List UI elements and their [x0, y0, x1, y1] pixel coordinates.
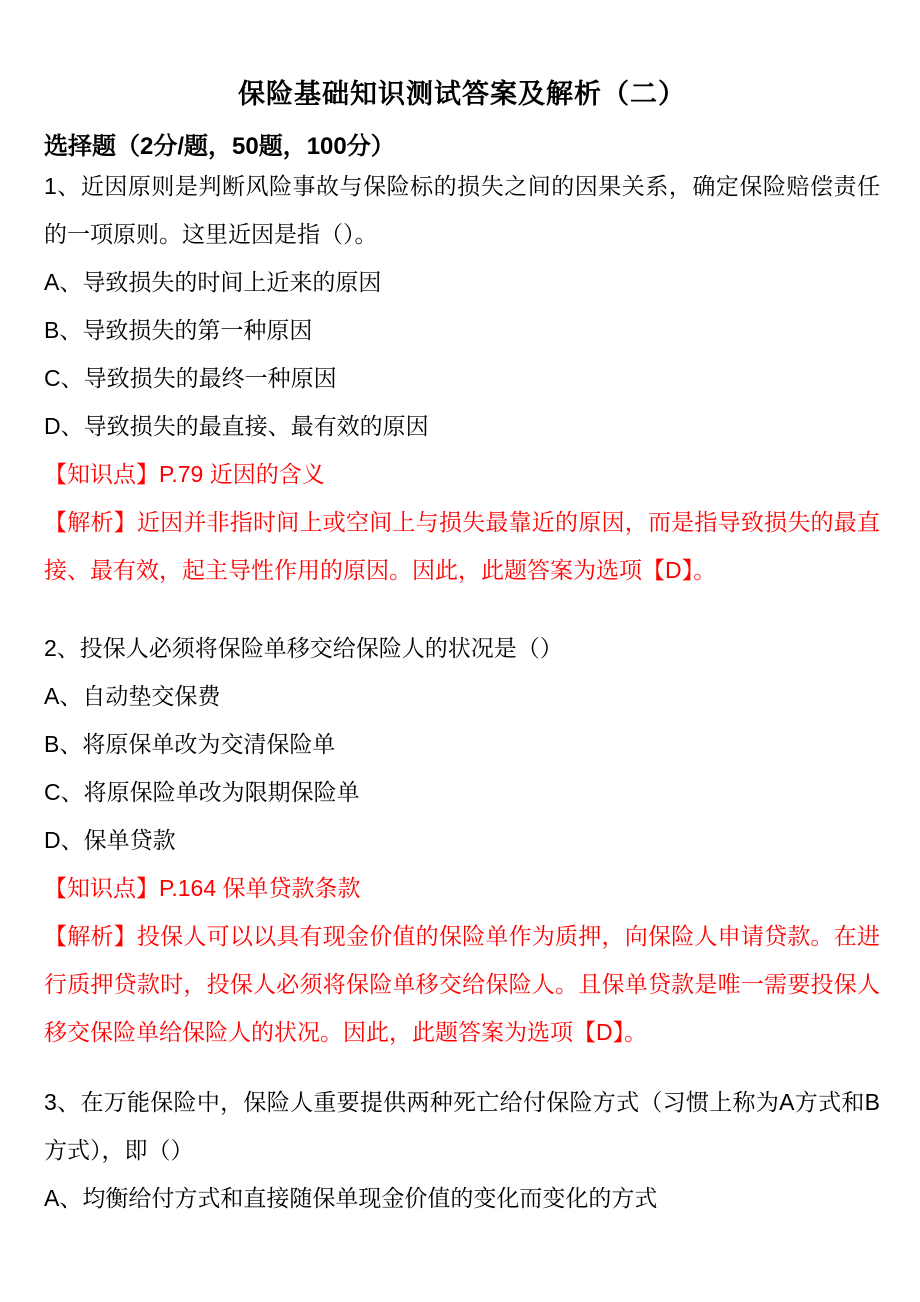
question-stem: 2、投保人必须将保险单移交给保险人的状况是（）: [44, 635, 563, 661]
question-block-3: [44, 1078, 880, 1222]
question-option-c: C、导致损失的最终一种原因: [44, 365, 337, 391]
question-block-1: [44, 162, 880, 594]
question-stem: 3、在万能保险中，保险人重要提供两种死亡给付保险方式（习惯上称为A方式和B方式），即（）: [44, 1089, 880, 1163]
section-header: 选择题（2分/题，50题，100分）: [44, 133, 395, 160]
question-option-d: D、保单贷款: [44, 827, 176, 853]
question-option-c: C、将原保险单改为限期保险单: [44, 779, 360, 805]
question-option-d: D、导致损失的最直接、最有效的原因: [44, 413, 429, 439]
answer-analysis: 【解析】近因并非指时间上或空间上与损失最靠近的原因，而是指导致损失的最直接、最有效，起主导性作用的原因。因此，此题答案为选项【D】。: [44, 509, 880, 583]
question-option-a: A、均衡给付方式和直接随保单现金价值的变化而变化的方式: [44, 1185, 658, 1211]
question-option-b: B、导致损失的第一种原因: [44, 317, 313, 343]
knowledge-point: 【知识点】P.79 近因的含义: [44, 461, 325, 487]
question-option-b: B、将原保单改为交清保险单: [44, 731, 336, 757]
question-option-a: A、导致损失的时间上近来的原因: [44, 269, 382, 295]
document-title: 保险基础知识测试答案及解析（二）: [238, 79, 686, 109]
knowledge-point: 【知识点】P.164 保单贷款条款: [44, 875, 361, 901]
question-option-a: A、自动垫交保费: [44, 683, 221, 709]
question-block-2: [44, 624, 880, 1056]
answer-analysis: 【解析】投保人可以以具有现金价值的保险单作为质押，向保险人申请贷款。在进行质押贷款时，投保人必须将保险单移交给保险人。且保单贷款是唯一需要投保人移交保险单给保险人的状况。因此，此题答案为选项【D】。: [44, 923, 880, 1045]
question-stem: 1、近因原则是判断风险事故与保险标的损失之间的因果关系，确定保险赔偿责任的一项原则。这里近因是指（）。: [44, 173, 880, 247]
